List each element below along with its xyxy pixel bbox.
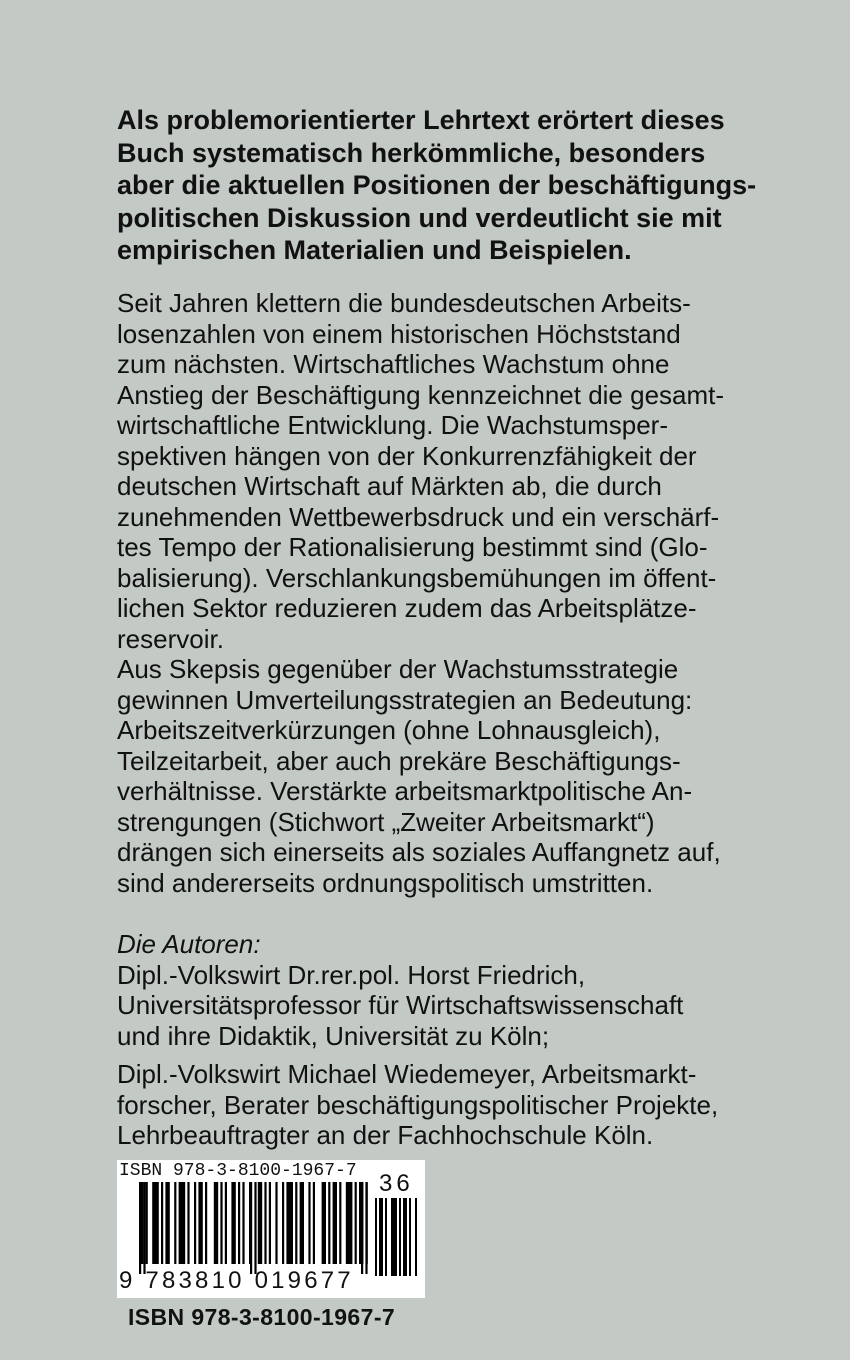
author-line: Universitätsprofessor für Wirtschaftswissenschaft xyxy=(117,990,684,1020)
intro-line: Als problemorientierter Lehrtext erörtert dieses xyxy=(117,105,725,135)
barcode-bar xyxy=(295,1182,297,1264)
paragraph-line: verhältnisse. Verstärkte arbeitsmarktpolitische An- xyxy=(117,776,693,806)
paragraph-line: deutschen Wirtschaft auf Märkten ab, die durch xyxy=(117,471,662,501)
barcode-bar xyxy=(339,1182,341,1264)
barcode-bar xyxy=(187,1182,189,1264)
barcode-bar xyxy=(365,1182,367,1274)
barcode-bar xyxy=(231,1182,235,1264)
paragraph-line: zum nächsten. Wirtschaftliches Wachstum ohne xyxy=(117,349,670,379)
paragraph-line: balisierung). Verschlankungsbemühungen im öffent- xyxy=(117,562,717,593)
isbn-number: ISBN 978-3-8100-1967-7 xyxy=(128,1304,396,1330)
paragraph-line: lichen Sektor reduzieren zudem das Arbeitsplätze- xyxy=(117,593,697,623)
barcode-bar xyxy=(146,1182,148,1264)
barcode-bar xyxy=(269,1182,271,1264)
authors-heading: Die Autoren: xyxy=(117,929,261,959)
barcode-bar xyxy=(286,1182,293,1264)
paragraph-line: tes Tempo der Rationalisierung bestimmt sind (Glo- xyxy=(117,532,708,562)
barcode-bar xyxy=(355,1182,357,1264)
paragraph-line: losenzahlen von einem historischen Höchststand xyxy=(117,318,681,349)
barcode-bar xyxy=(214,1182,218,1264)
author-line: Dipl.-Volkswirt Dr.rer.pol. Horst Friedrich, xyxy=(117,959,586,990)
barcode-bar xyxy=(225,1182,227,1264)
paragraph-line: Arbeitszeitverkürzungen (ohne Lohnausgleich), xyxy=(117,715,661,745)
description-paragraph-1 xyxy=(117,288,817,654)
barcode-bar xyxy=(165,1182,169,1264)
paragraph-line: Teilzeitarbeit, aber auch prekäre Beschäftigungs- xyxy=(117,745,681,776)
barcode-bar xyxy=(152,1182,159,1264)
barcode-bar xyxy=(238,1182,240,1264)
intro-line: aber die aktuellen Positionen der beschäftigungs- xyxy=(117,170,757,201)
barcode-bar xyxy=(361,1182,363,1274)
barcode-bar xyxy=(258,1182,262,1264)
authors-section xyxy=(117,929,817,1151)
barcode-bar xyxy=(250,1182,252,1274)
barcode-bar xyxy=(254,1182,256,1274)
barcode-bar xyxy=(322,1182,326,1264)
description-paragraph-2 xyxy=(117,654,817,898)
paragraph-line: gewinnen Umverteilungsstrategien an Bedeutung: xyxy=(117,684,693,715)
barcode-bar xyxy=(300,1182,304,1264)
barcode-bar xyxy=(313,1182,315,1264)
author-line: Lehrbeauftragter an der Fachhochschule Köln. xyxy=(117,1120,654,1150)
barcode-bar xyxy=(194,1182,196,1264)
barcode-bar xyxy=(391,1198,397,1276)
barcode-bar xyxy=(220,1182,222,1264)
barcode-isbn-label: ISBN 978-3-8100-1967-7 xyxy=(119,1161,357,1181)
barcode-bar xyxy=(198,1182,202,1264)
barcode-bar xyxy=(375,1198,377,1276)
barcode-bar xyxy=(415,1198,417,1276)
paragraph-line: strengungen (Stichwort „Zweiter Arbeitsmarkt“) xyxy=(117,806,655,837)
author-2-bio xyxy=(117,1059,817,1151)
author-line: und ihre Didaktik, Universität zu Köln; xyxy=(117,1020,550,1051)
author-1-bio xyxy=(117,960,817,1052)
barcode-bar xyxy=(242,1182,244,1264)
barcode-bar xyxy=(385,1198,387,1276)
intro-blurb xyxy=(117,104,817,267)
barcode-bar xyxy=(399,1198,401,1276)
barcode-bar xyxy=(328,1182,330,1264)
isbn-barcode xyxy=(117,1160,425,1298)
barcode-bar xyxy=(161,1182,163,1264)
barcode-bar xyxy=(403,1198,407,1276)
barcode-bar xyxy=(409,1198,411,1276)
paragraph-line: sind andererseits ordnungspolitisch umstritten. xyxy=(117,867,654,898)
paragraph-line: Aus Skepsis gegenüber der Wachstumsstrategie xyxy=(117,654,679,684)
paragraph-line: spektiven hängen von der Konkurrenzfähigkeit der xyxy=(117,440,697,471)
barcode-bar xyxy=(205,1182,207,1264)
author-line: forscher, Berater beschäftigungspolitischer Projekte, xyxy=(117,1089,719,1120)
barcode-bar xyxy=(139,1182,141,1274)
author-line: Dipl.-Volkswirt Michael Wiedemeyer, Arbeitsmarkt- xyxy=(117,1059,697,1089)
intro-line: Buch systematisch herkömmliche, besonders xyxy=(117,137,706,168)
barcode-bar xyxy=(379,1198,383,1276)
barcode-bar xyxy=(308,1182,310,1264)
intro-line: empirischen Materialien und Beispielen. xyxy=(117,235,632,266)
barcode-bar xyxy=(174,1182,176,1264)
barcode-bar xyxy=(179,1182,186,1264)
barcode-bar xyxy=(143,1182,145,1274)
paragraph-line: Anstieg der Beschäftigung kennzeichnet die gesamt- xyxy=(117,379,725,410)
barcode-bar xyxy=(346,1182,353,1264)
paragraph-line: zunehmenden Wettbewerbsdruck und ein verschärf- xyxy=(117,501,720,532)
barcode-digits: 9 783810 019677 xyxy=(119,1267,354,1294)
paragraph-line: drängen sich einerseits als soziales Auffangnetz auf, xyxy=(117,837,721,867)
paragraph-line: reservoir. xyxy=(117,623,224,654)
barcode-bar xyxy=(275,1182,277,1264)
barcode-addon-digits: 36 xyxy=(379,1170,414,1197)
barcode-bar xyxy=(264,1182,266,1264)
barcode-bar xyxy=(333,1182,337,1264)
barcode-bar xyxy=(282,1182,284,1264)
paragraph-line: Seit Jahren klettern die bundesdeutschen Arbeits- xyxy=(117,288,691,318)
description-text xyxy=(117,288,817,898)
intro-line: politischen Diskussion und verdeutlicht sie mit xyxy=(117,202,722,233)
paragraph-line: wirtschaftliche Entwicklung. Die Wachstumsper- xyxy=(117,410,668,440)
